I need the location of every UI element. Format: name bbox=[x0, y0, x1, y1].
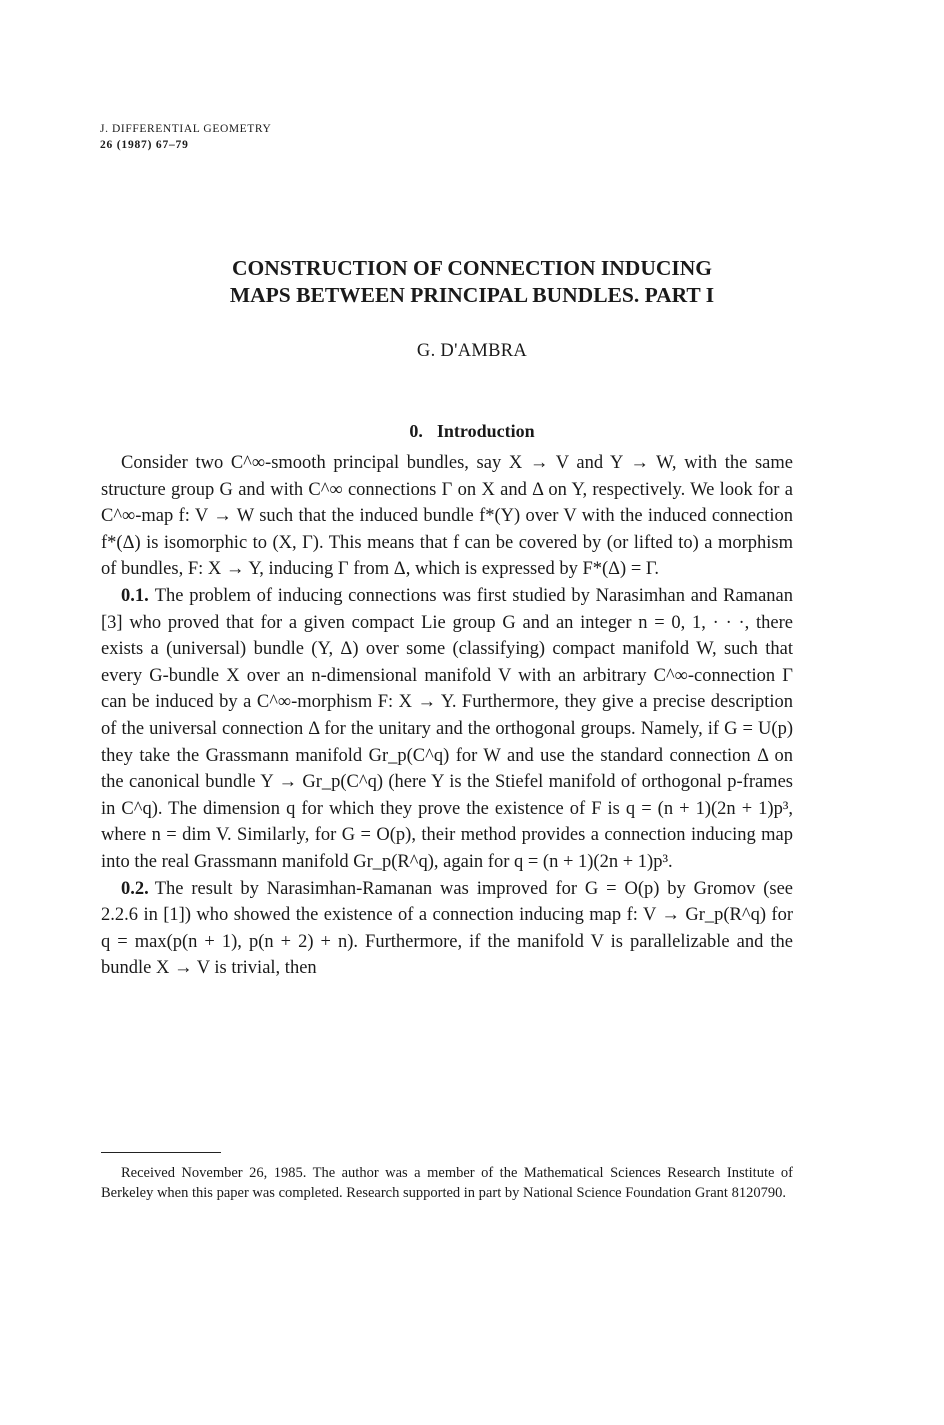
footnote: Received November 26, 1985. The author was a member of the Mathematical Sciences Research Institute of Berkeley when this paper was completed. Research supported in part by National Science Foundation Grant 8120790. bbox=[101, 1165, 793, 1201]
footnote-rule bbox=[101, 1152, 221, 1153]
paragraph-0-2 bbox=[101, 876, 793, 982]
paragraph-label: 0.1. bbox=[121, 585, 149, 606]
journal-volume: 26 (1987) 67–79 bbox=[100, 139, 189, 151]
paragraph-intro: Consider two C^∞-smooth principal bundles, say X → V and Y → W, with the same structure group G and with C^∞ connections Γ on X and Δ on Y, respectively. We look for a C^∞-map f: V → W such that the induced bundle f*(Y) over V with the induced connection f*(Δ) is isomorphic to (X, Γ). This means that f can be covered by (or lifted to) a morphism of bundles, F: X → Y, inducing Γ from Δ, which is expressed by F*(Δ) = Γ. bbox=[101, 453, 793, 580]
title-line-1: CONSTRUCTION OF CONNECTION INDUCING bbox=[231, 256, 712, 280]
title-line-2: MAPS BETWEEN PRINCIPAL BUNDLES. PART I bbox=[229, 283, 715, 307]
section-title: Introduction bbox=[436, 421, 535, 441]
paragraph-0-1 bbox=[101, 583, 793, 876]
paragraph-label: 0.2. bbox=[121, 878, 149, 899]
journal-name: J. DIFFERENTIAL GEOMETRY bbox=[100, 123, 272, 135]
body-text bbox=[101, 450, 793, 982]
paragraph-text: The result by Narasimhan-Ramanan was improved for G = O(p) by Gromov (see 2.2.6 in [1]) who showed the existence of a connection inducing map f: V → Gr_p(R^q) for q = max(p(n + 1), p(n + 2) + n). Furthermore, if the manifold V is parallelizable and the bundle X → V is trivial, then bbox=[101, 878, 793, 979]
section-heading bbox=[100, 421, 844, 442]
paragraph-text: The problem of inducing connections was first studied by Narasimhan and Ramanan [3] who proved that for a given compact Lie group G and an integer n = 0, 1, · · ·, there exists a (universal) bundle (Y, Δ) over some (classifying) compact manifold W, such that every G-bundle X over an n-dimensional manifold V with an arbitrary C^∞-connection Γ can be induced by a C^∞-morphism F: X → Y. Furthermore, they give a precise description of the universal connection Δ for the unitary and the orthogonal groups. Namely, if G = U(p) they take the Grassmann manifold Gr_p(C^q) for W and use the standard connection Δ on the canonical bundle Y → Gr_p(C^q) (here Y is the Stiefel manifold of orthogonal p-frames in C^q). The dimension q for which they prove the existence of F is q = (n + 1)(2n + 1)p³, where n = dim V. Similarly, for G = O(p), their method provides a connection inducing map into the real Grassmann manifold Gr_p(R^q), again for q = (n + 1)(2n + 1)p³. bbox=[101, 585, 793, 872]
paper-title bbox=[100, 255, 844, 309]
journal-header bbox=[100, 121, 271, 153]
section-number: 0. bbox=[409, 421, 423, 441]
author: G. D'AMBRA bbox=[416, 341, 528, 361]
